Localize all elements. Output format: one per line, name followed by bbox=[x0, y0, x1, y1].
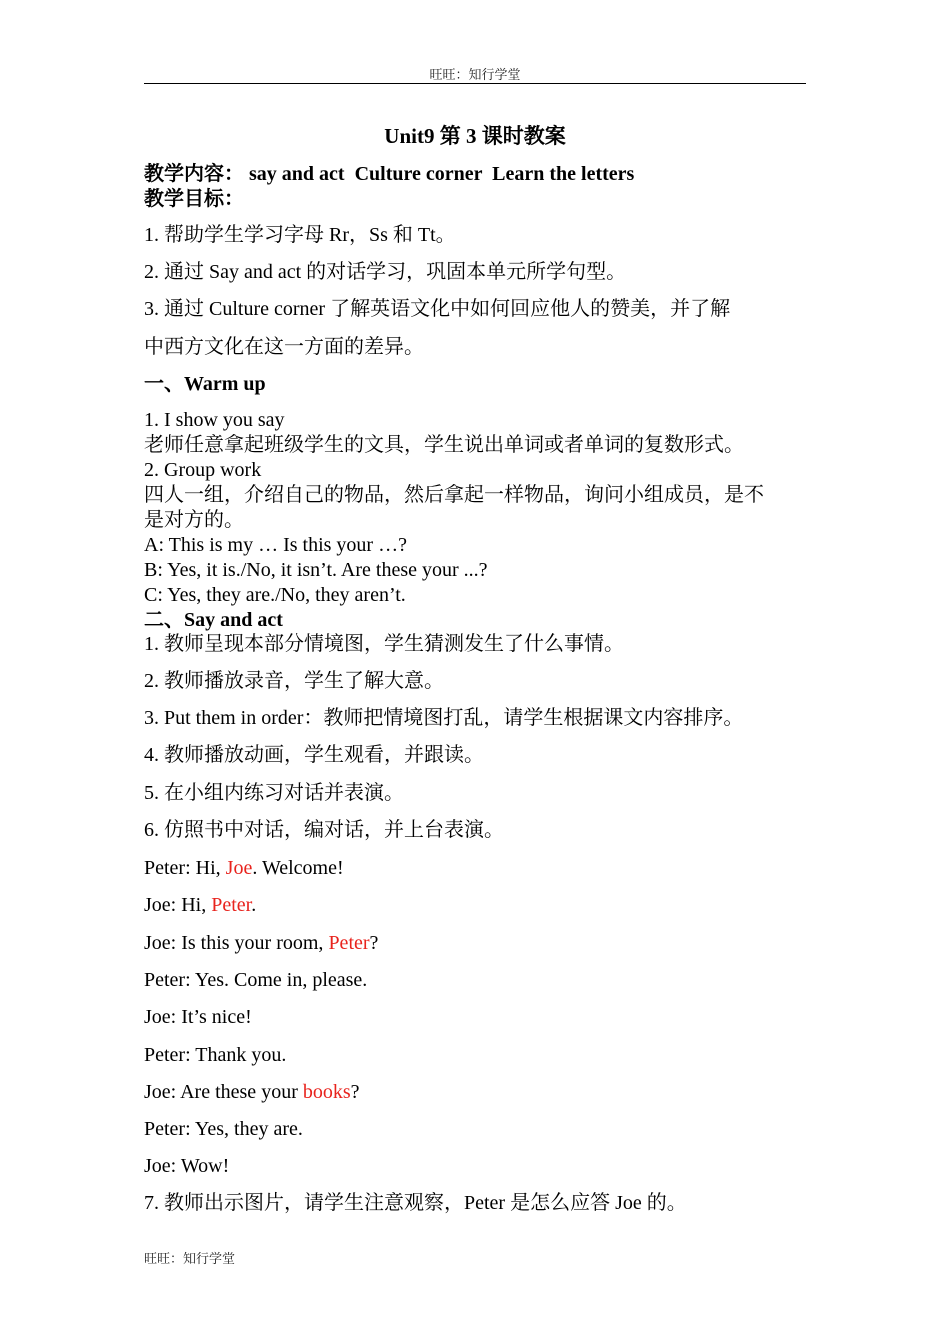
goal-item: 2. 通过 Say and act 的对话学习，巩固本单元所学句型。 bbox=[144, 261, 627, 283]
dialogue-line: Joe: Is this your room, Peter? bbox=[144, 932, 379, 954]
step-item: 6. 仿照书中对话，编对话，并上台表演。 bbox=[144, 819, 504, 841]
dialogue-line: Joe: Wow! bbox=[144, 1155, 230, 1177]
header-rule bbox=[144, 83, 806, 84]
goal-item: 3. 通过 Culture corner 了解英语文化中如何回应他人的赞美，并了解 bbox=[144, 298, 731, 320]
page-footer: 旺旺：知行学堂 bbox=[144, 1252, 236, 1267]
dialogue-line: Joe: Are these your books? bbox=[144, 1081, 360, 1103]
warm-up-line: A: This is my … Is this your …? bbox=[144, 534, 407, 556]
dialogue-line: Joe: Hi, Peter. bbox=[144, 894, 257, 916]
dialogue-line: Joe: It’s nice! bbox=[144, 1006, 252, 1028]
page-header: 旺旺：知行学堂 bbox=[429, 68, 521, 83]
step-item: 1. 教师呈现本部分情境图，学生猜测发生了什么事情。 bbox=[144, 633, 624, 655]
page-title: Unit9 第 3 课时教案 bbox=[384, 124, 566, 148]
highlight-word: Peter bbox=[211, 894, 252, 916]
highlight-word: books bbox=[302, 1081, 351, 1103]
warm-up-line: 1. I show you say bbox=[144, 409, 285, 431]
goals-label: 教学目标： bbox=[144, 188, 244, 210]
step-item: 7. 教师出示图片，请学生注意观察，Peter 是怎么应答 Joe 的。 bbox=[144, 1192, 687, 1214]
warm-up-line: 是对方的。 bbox=[144, 509, 244, 531]
step-item: 4. 教师播放动画，学生观看，并跟读。 bbox=[144, 744, 484, 766]
goal-item: 中西方文化在这一方面的差异。 bbox=[144, 336, 424, 358]
content-line bbox=[144, 162, 824, 186]
step-item: 3. Put them in order：教师把情境图打乱，请学生根据课文内容排序。 bbox=[144, 707, 744, 729]
dialogue-line: Peter: Hi, Joe. Welcome! bbox=[144, 857, 344, 879]
step-item: 5. 在小组内练习对话并表演。 bbox=[144, 782, 404, 804]
dialogue-line: Peter: Yes, they are. bbox=[144, 1118, 303, 1140]
highlight-word: Peter bbox=[328, 932, 370, 954]
content-value: say and act Culture corner Learn the letters bbox=[249, 163, 635, 185]
warm-up-line: 老师任意拿起班级学生的文具，学生说出单词或者单词的复数形式。 bbox=[144, 434, 744, 456]
highlight-word: Joe bbox=[225, 857, 253, 879]
section-heading-say-and-act: 二、Say and act bbox=[144, 609, 283, 631]
warm-up-line: B: Yes, it is./No, it isn’t. Are these your ...? bbox=[144, 559, 488, 581]
warm-up-line: 2. Group work bbox=[144, 459, 262, 481]
dialogue-line: Peter: Yes. Come in, please. bbox=[144, 969, 368, 991]
content-label: 教学内容： bbox=[144, 163, 244, 185]
warm-up-line: C: Yes, they are./No, they aren’t. bbox=[144, 584, 406, 606]
goal-item: 1. 帮助学生学习字母 Rr，Ss 和 Tt。 bbox=[144, 224, 456, 246]
section-heading-warm-up: 一、Warm up bbox=[144, 373, 266, 395]
warm-up-line: 四人一组，介绍自己的物品，然后拿起一样物品，询问小组成员，是不 bbox=[144, 484, 764, 506]
step-item: 2. 教师播放录音，学生了解大意。 bbox=[144, 670, 444, 692]
dialogue-line: Peter: Thank you. bbox=[144, 1044, 287, 1066]
